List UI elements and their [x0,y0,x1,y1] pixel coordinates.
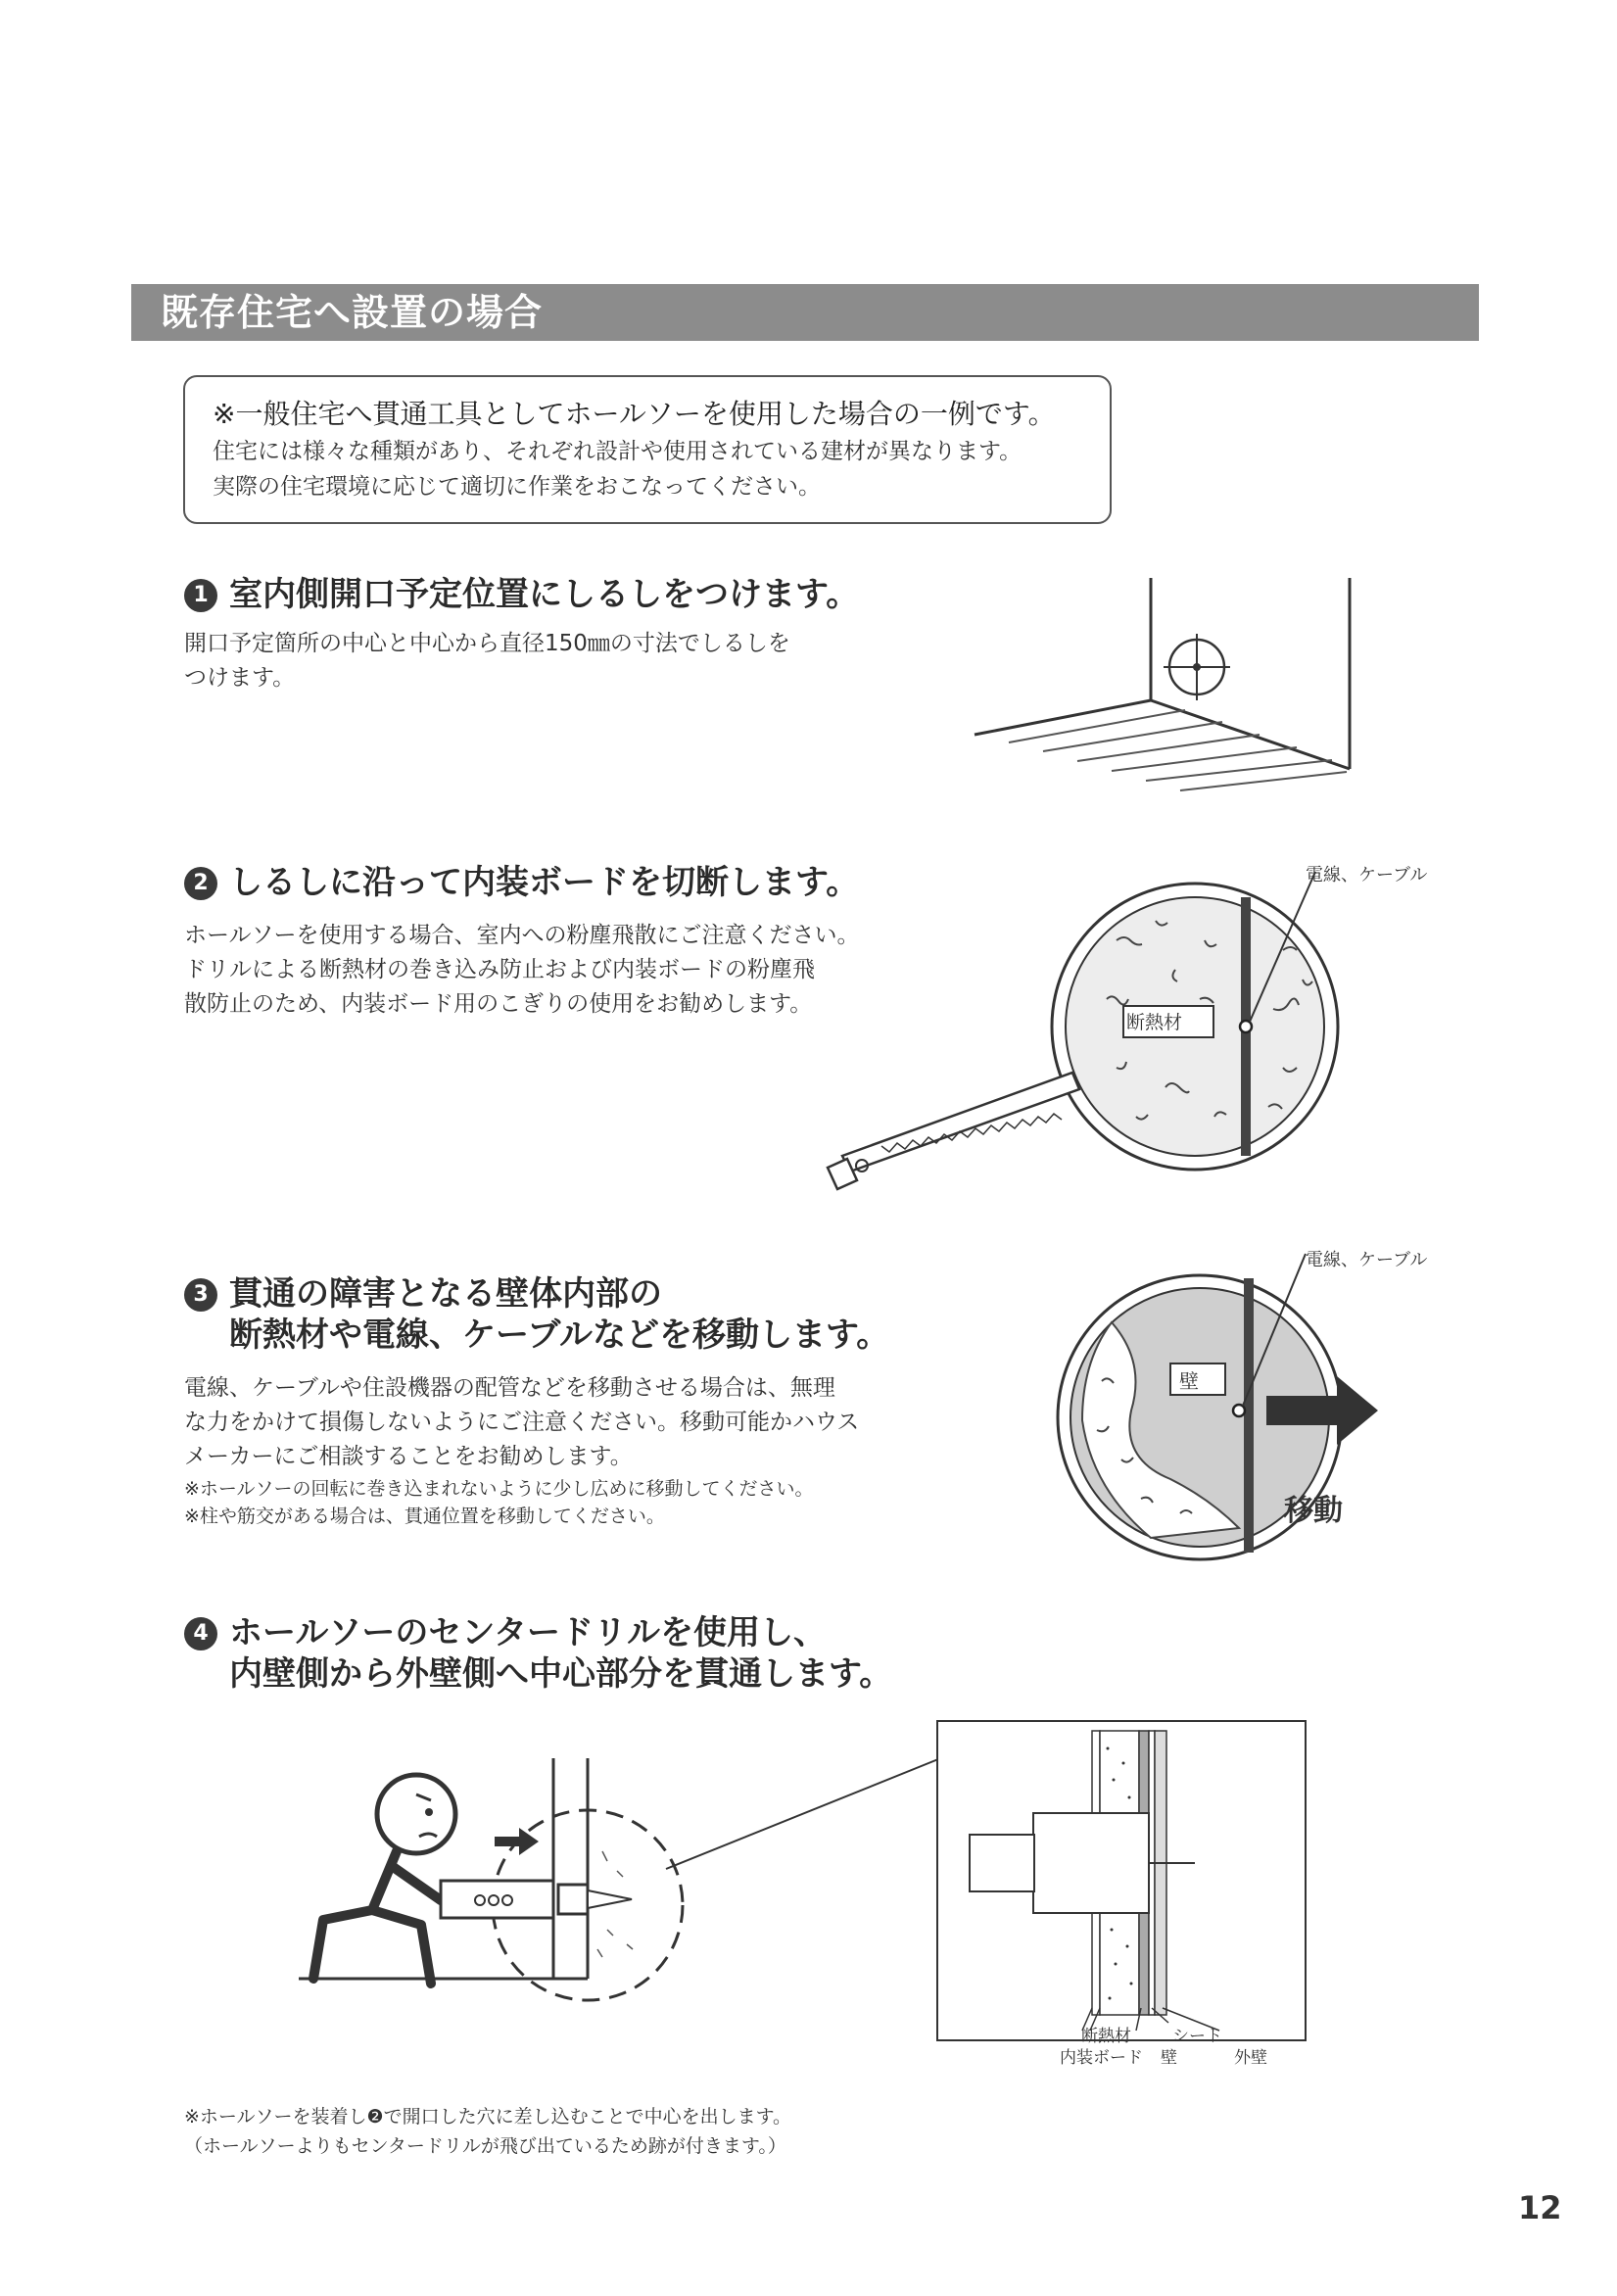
insulation-cutaway-illustration [823,882,1352,1205]
notice-box [183,375,1112,524]
step-4-sheet-label: シート [1172,2027,1222,2046]
wall-interior-move-illustration [1053,1264,1405,1597]
step-3-body-2: な力をかけて損傷しないようにご注意ください。移動可能かハウス [184,1410,860,1435]
step-3-body-3: メーカーにご相談することをお勧めします。 [184,1444,633,1469]
step-1-number: 1 [184,579,217,612]
step-3-move-label: 移動 [1284,1494,1343,1528]
step-3-cable-label: 電線、ケーブル [1306,1250,1428,1270]
page-number: 12 [1518,2189,1562,2226]
step-4-insulation-label: 断熱材 [1081,2027,1131,2046]
step-4-outer-wall-label: 外壁 [1234,2048,1267,2068]
step-4-wall-label: 壁 [1161,2048,1177,2068]
step-3-note-1: ※ホールソーの回転に巻き込まれないように少し広めに移動してください。 [184,1478,814,1500]
step-3-title-1: 貫通の障害となる壁体内部の [229,1274,662,1314]
step-2-body-2: ドリルによる断熱材の巻き込み防止および内装ボードの粉塵飛 [184,957,815,982]
step-3-title-2: 断熱材や電線、ケーブルなどを移動します。 [229,1315,890,1355]
step-3-number: 3 [184,1278,217,1312]
room-corner-illustration [970,573,1381,798]
wall-cross-section-illustration [935,1719,1308,2042]
step-2-number: 2 [184,867,217,900]
step-2-body-3: 散防止のため、内装ボード用のこぎりの使用をお勧めします。 [184,991,813,1017]
step-3-wall-label: 壁 [1179,1369,1199,1393]
step-4-note-2: （ホールソーよりもセンタードリルが飛び出ているため跡が付きます。） [184,2135,786,2157]
step-1-title: 室内側開口予定位置にしるしをつけます。 [229,575,860,614]
step-4-note-1: ※ホールソーを装着し❷で開口した穴に差し込むことで中心を出します。 [184,2106,792,2128]
step-4-title-2: 内壁側から外壁側へ中心部分を貫通します。 [229,1654,893,1694]
step-2-cable-label: 電線、ケーブル [1306,865,1428,885]
notice-line-1: ※一般住宅へ貫通工具としてホールソーを使用した場合の一例です。 [213,398,1056,430]
step-4-title-1: ホールソーのセンタードリルを使用し、 [229,1613,827,1652]
step-3-body-1: 電線、ケーブルや住設機器の配管などを移動させる場合は、無理 [184,1375,835,1401]
step-3-note-2: ※柱や筋交がある場合は、貫通位置を移動してください。 [184,1506,665,1527]
step-2-body-1: ホールソーを使用する場合、室内への粉塵飛散にご注意ください。 [184,923,860,948]
notice-line-3: 実際の住宅環境に応じて適切に作業をおこなってください。 [213,474,821,500]
step-1-body-2: つけます。 [184,665,296,691]
step-2-title: しるしに沿って内装ボードを切断します。 [229,863,860,902]
step-2-insulation-label: 断熱材 [1126,1012,1183,1033]
drilling-person-illustration [294,1753,979,2028]
section-title: 既存住宅へ設置の場合 [131,284,1479,341]
step-4-number: 4 [184,1617,217,1650]
step-4-inner-board-label: 内装ボード [1060,2048,1143,2068]
step-1-body-1: 開口予定箇所の中心と中心から直径150㎜の寸法でしるしを [184,631,790,656]
notice-line-2: 住宅には様々な種類があり、それぞれ設計や使用されている建材が異なります。 [213,439,1023,464]
